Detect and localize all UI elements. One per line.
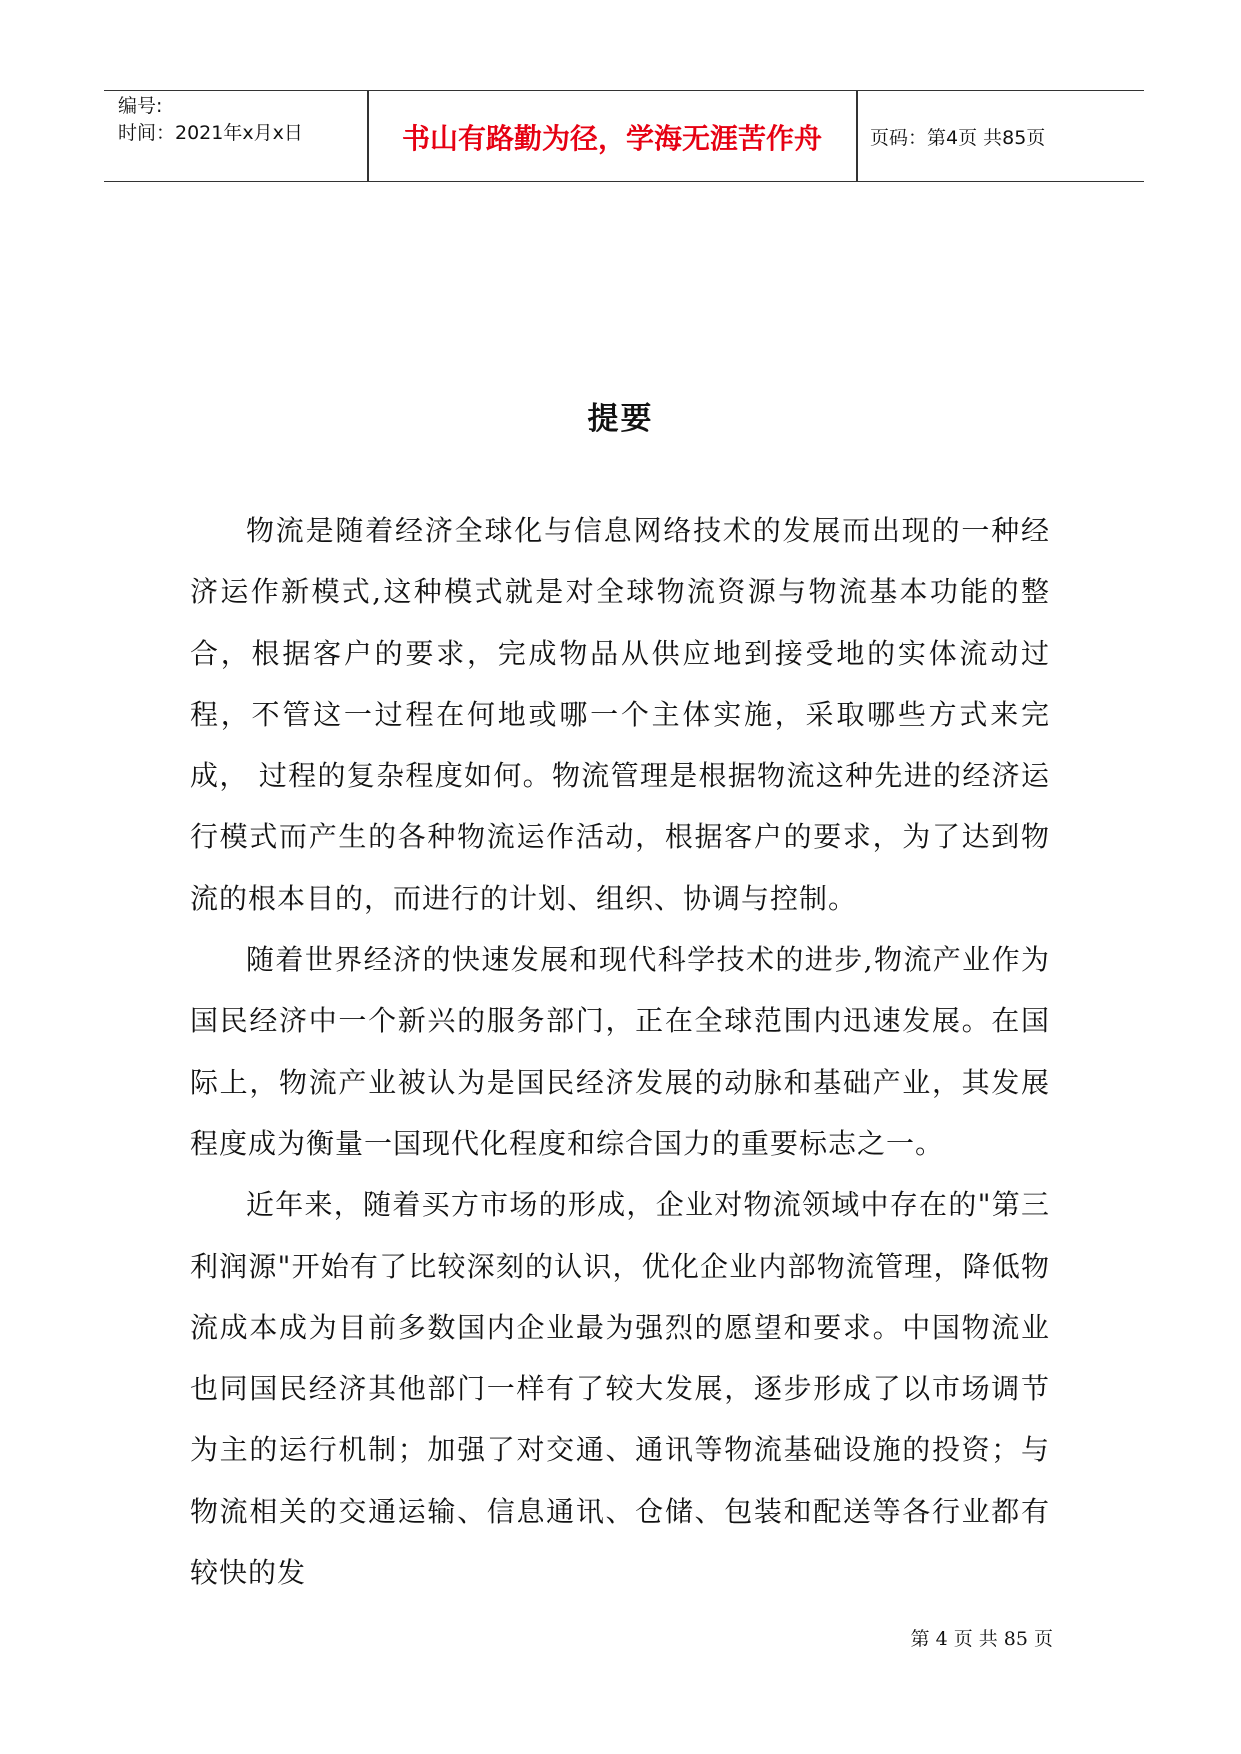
- document-title: 提要: [587, 401, 654, 437]
- paragraph: 随着世界经济的快速发展和现代科学技术的进步,物流产业作为国民经济中一个新兴的服务部门，正在全球范围内迅速发展。在国际上，物流产业被认为是国民经济发展的动脉和基础产业，其发展程度成为衡量一国现代化程度和综合国力的重要标志之一。: [190, 943, 1050, 1160]
- paragraph: 近年来，随着买方市场的形成，企业对物流领域中存在的"第三利润源"开始有了比较深刻的认识，优化企业内部物流管理，降低物流成本成为目前多数国内企业最为强烈的愿望和要求。中国物流业也同国民经济其他部门一样有了较大发展，逐步形成了以市场调节为主的运行机制；加强了对交通、通讯等物流基础设施的投资；与物流相关的交通运输、信息通讯、仓储、包装和配送等各行业都有较快的发: [190, 1188, 1050, 1590]
- serial-number-label: 编号:: [118, 95, 163, 117]
- header-meta: [118, 91, 368, 181]
- paragraph: 物流是随着经济全球化与信息网络技术的发展而出现的一种经济运作新模式,这种模式就是对全球物流资源与物流基本功能的整合，根据客户的要求，完成物品从供应地到接受地的实体流动过程，不管这一过程在何地或哪一个主体实施，采取哪些方式来完成， 过程的复杂程度如何。物流管理是根据物流这种先进的经济运行模式而产生的各种物流运作活动，根据客户的要求，为了达到物流的根本目的，而进行的计划、组织、协调与控制。: [190, 514, 1050, 915]
- document-body: [190, 500, 1050, 1603]
- header-motto: 书山有路勤为径，学海无涯苦作舟: [401, 122, 822, 155]
- header-divider: [856, 91, 858, 181]
- footer-page-number: 第 4 页 共 85 页: [910, 1628, 1053, 1650]
- time-label: 时间：2021年x月x日: [118, 122, 303, 144]
- header-page-info: 页码：第4页 共85页: [870, 127, 1046, 149]
- page-header: [104, 90, 1144, 182]
